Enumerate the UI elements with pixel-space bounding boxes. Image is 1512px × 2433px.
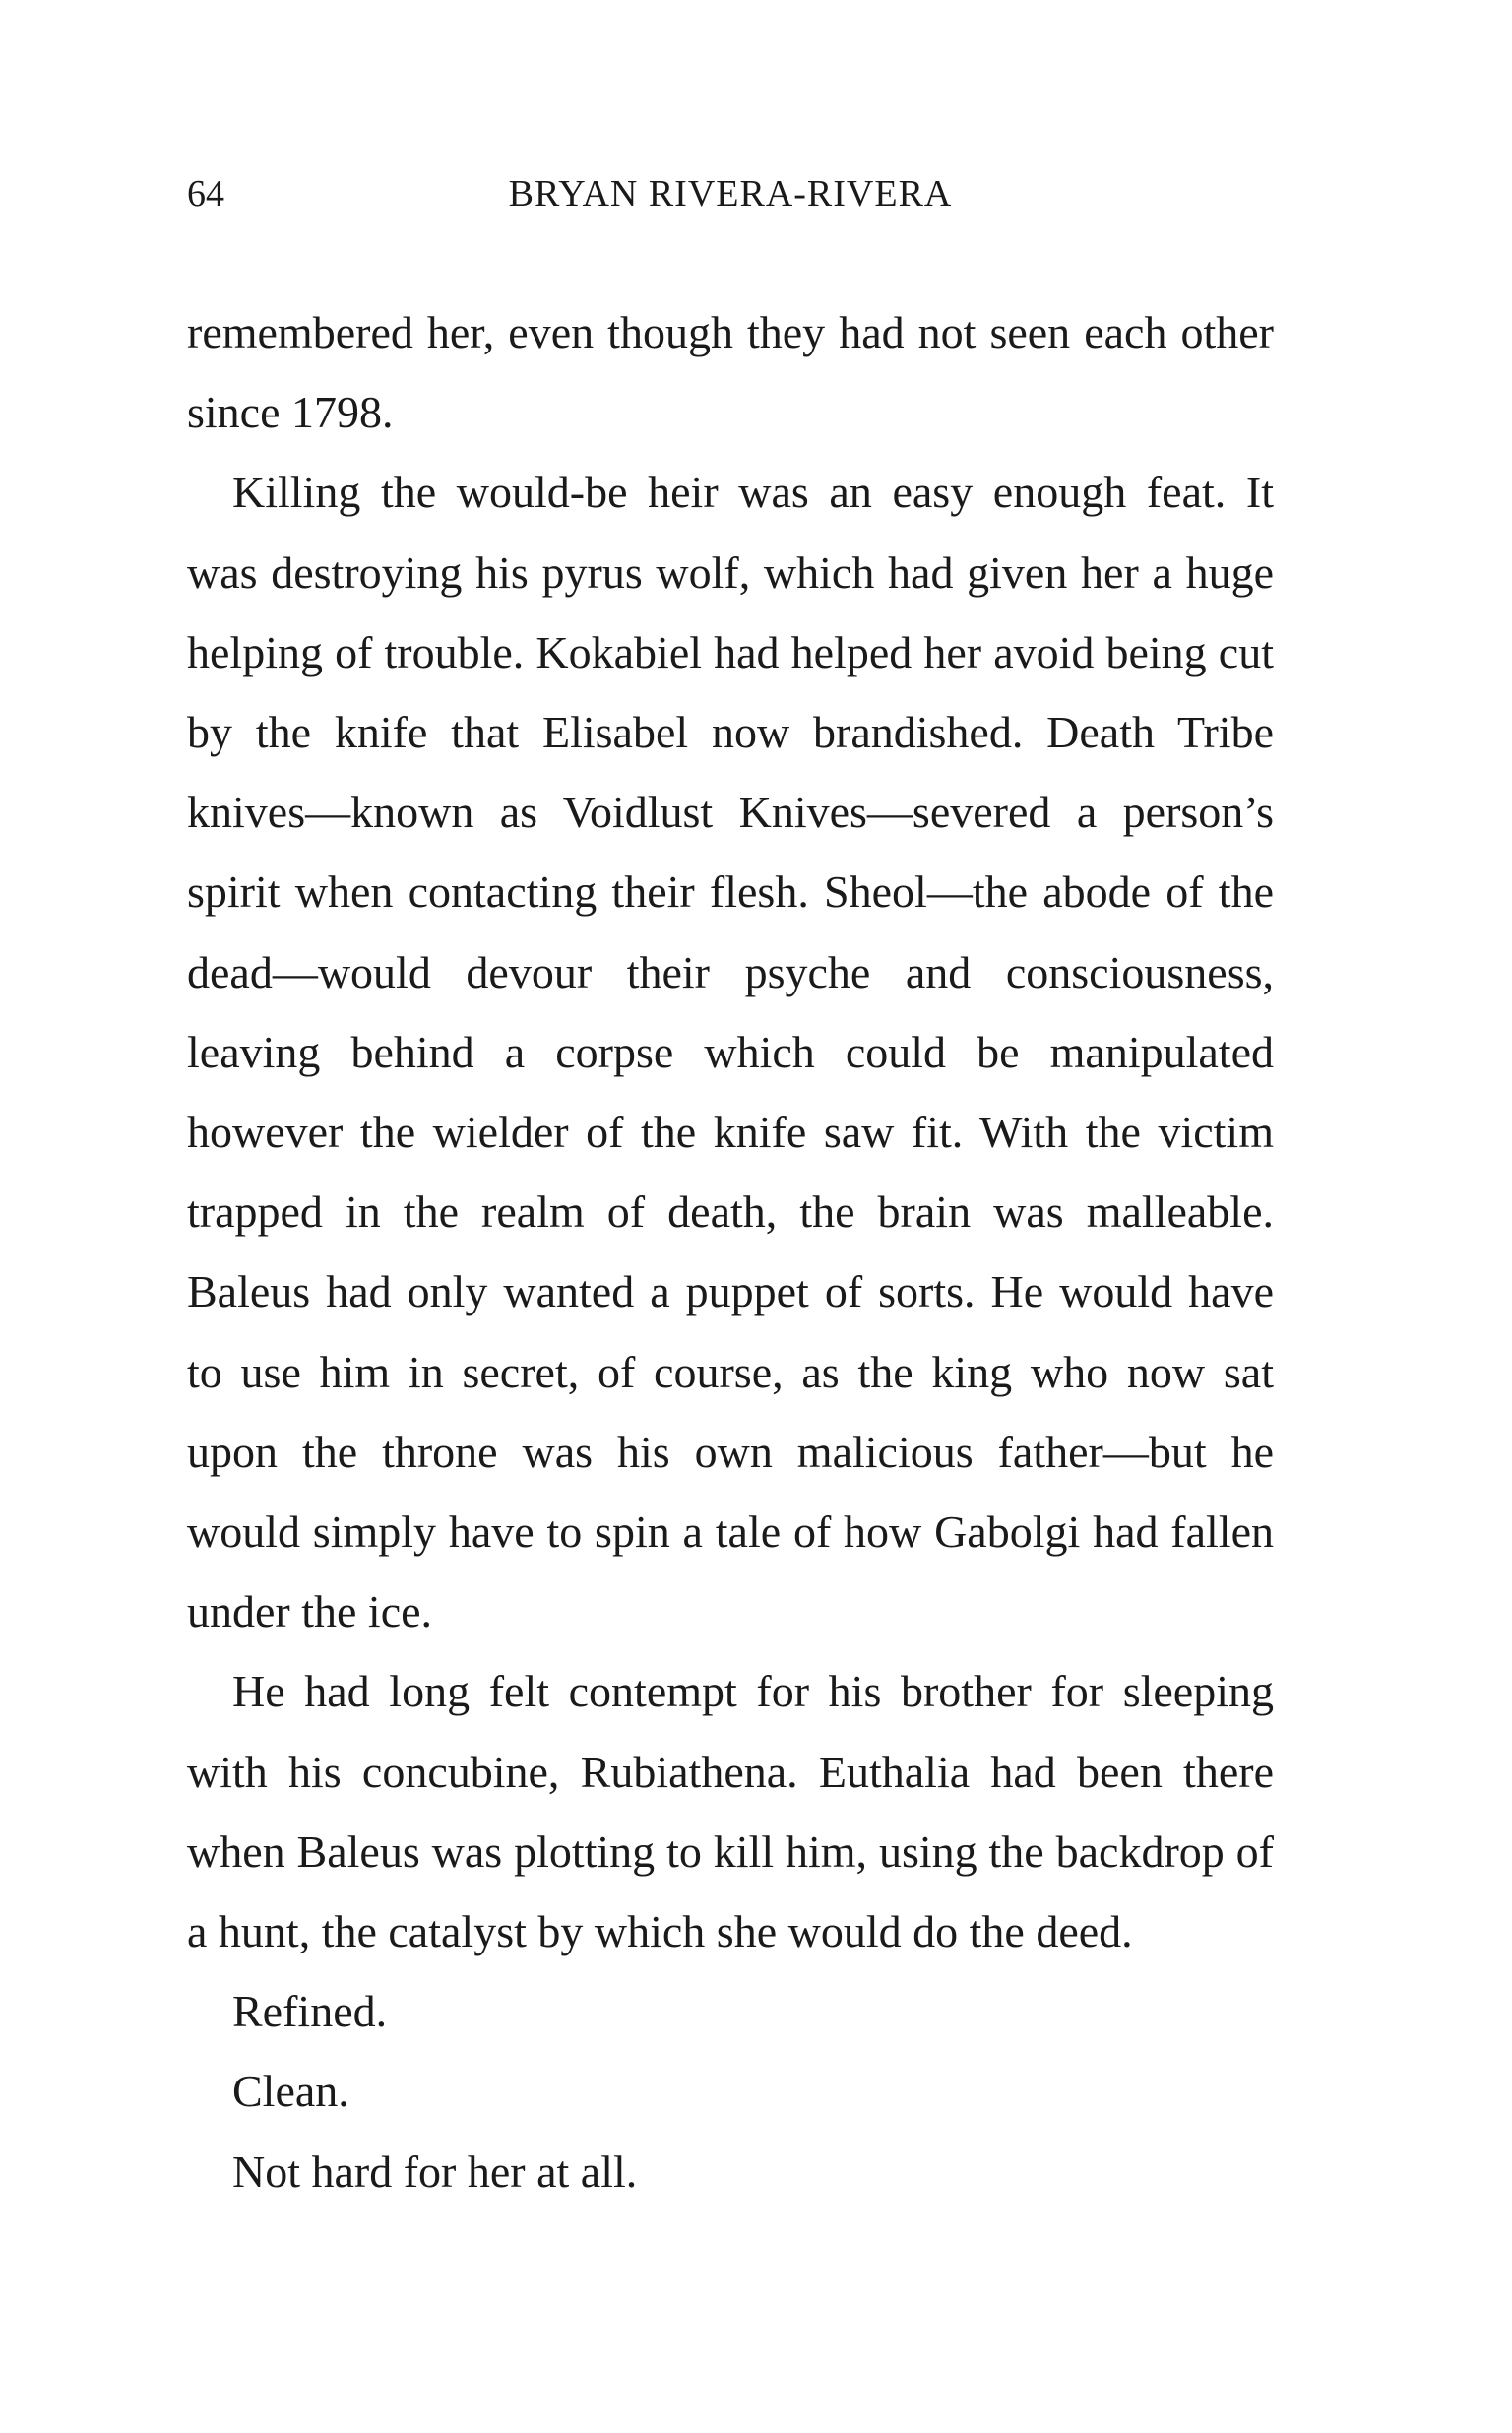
paragraph: Killing the would-be heir was an easy enough feat. It was destroying his pyrus wolf, which had given her a huge helping of trouble. Kokabiel had helped her avoid being cut by the knife that Elisabel now brandished. Death Tribe knives—known as Voidlust Knives—severed a person’s spirit when contacting their flesh. Sheol—the abode of the dead—would devour their psyche and consciousness, leaving behind a corpse which could be manipulated however the wielder of the knife saw fit. With the victim trapped in the realm of death, the brain was malleable. Baleus had only wanted a puppet of sorts. He would have to use him in secret, of course, as the king who now sat upon the throne was his own malicious father—but he would simply have to spin a tale of how Gabolgi had fallen under the ice. — [187, 467, 1274, 1637]
paragraph: Not hard for her at all. — [232, 2145, 638, 2197]
page-number: 64 — [187, 173, 224, 215]
running-title: BRYAN RIVERA-RIVERA — [508, 173, 953, 215]
body-text — [187, 292, 1274, 2211]
paragraph: He had long felt contempt for his brother for sleeping with his concubine, Rubiathena. Euthalia had been there when Baleus was plotting to kill him, using the backdrop of a hunt, the catalyst by which she would do the deed. — [187, 1666, 1274, 1957]
paragraph: Clean. — [232, 2066, 349, 2117]
running-head — [187, 169, 1274, 219]
paragraph-continued: remembered her, even though they had not seen each other since 1798. — [187, 307, 1274, 438]
paragraph: Refined. — [232, 1986, 388, 2037]
